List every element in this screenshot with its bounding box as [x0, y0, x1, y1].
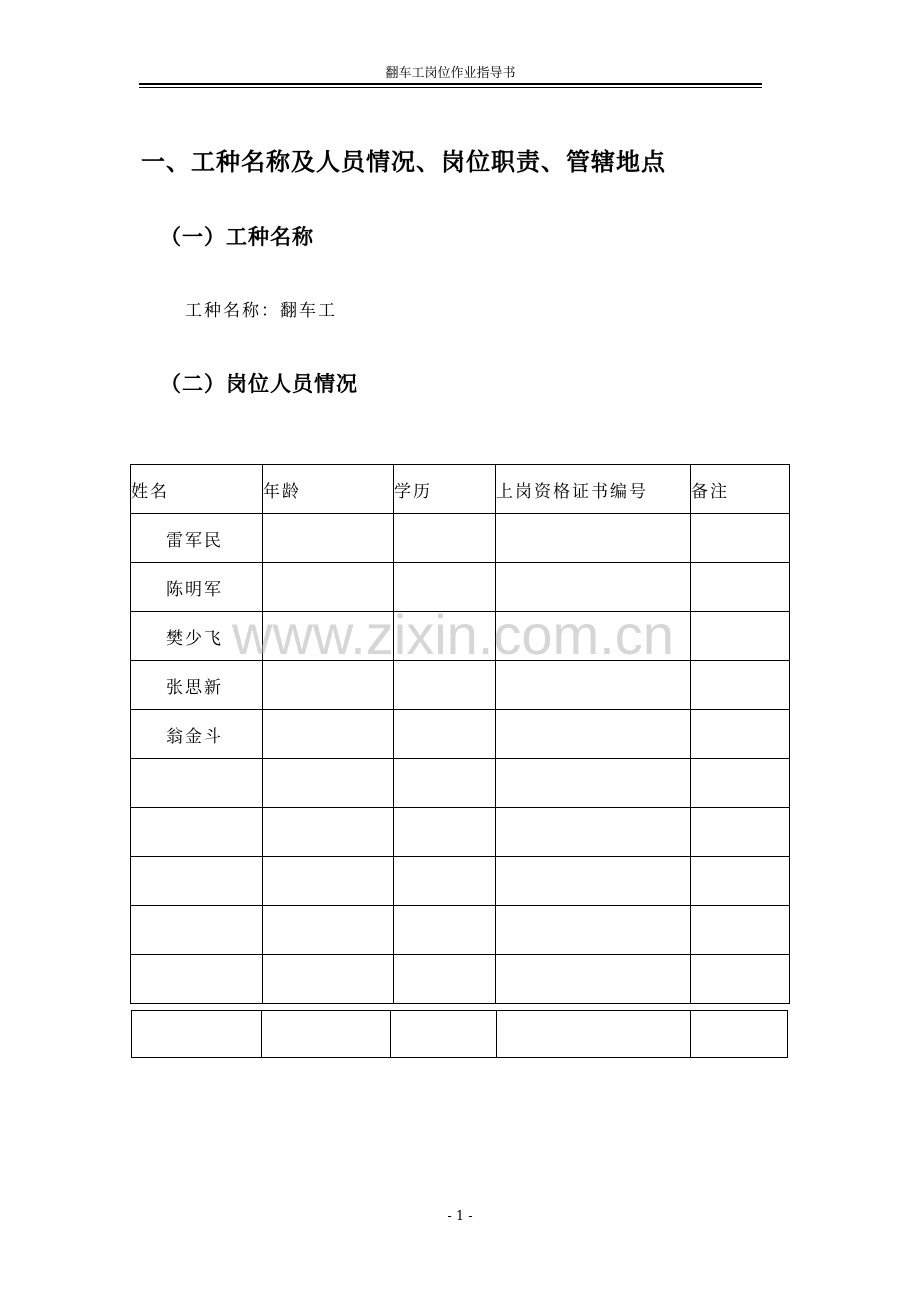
table-header-row [131, 465, 790, 514]
table-divider [690, 1011, 691, 1057]
table-cell-name: 陈明军 [131, 563, 263, 612]
table-cell-note [691, 759, 790, 808]
table-cell-age [263, 759, 394, 808]
table-cell-name: 张思新 [131, 661, 263, 710]
table-cell-age [263, 612, 394, 661]
column-header-age: 年龄 [263, 465, 394, 514]
table-cell-age [263, 514, 394, 563]
table-cell-certificate [496, 612, 691, 661]
table-divider [390, 1011, 391, 1057]
table-cell-age [263, 710, 394, 759]
table-cell-certificate [496, 563, 691, 612]
table-cell-age [263, 955, 394, 1004]
table-cell-note [691, 710, 790, 759]
subheading-staff: （二）岗位人员情况 [160, 372, 358, 396]
table-row [131, 955, 790, 1004]
table-cell-certificate [496, 906, 691, 955]
header-rule [139, 83, 762, 85]
table-row [131, 808, 790, 857]
table-cell-education [394, 906, 496, 955]
table-row [131, 906, 790, 955]
table-cell-age [263, 563, 394, 612]
table-cell-certificate [496, 710, 691, 759]
table-row [131, 661, 790, 710]
table-cell-name: 翁金斗 [131, 710, 263, 759]
staff-table [130, 464, 790, 1004]
table-cell-age [263, 906, 394, 955]
table-cell-education [394, 563, 496, 612]
column-header-name: 姓名 [131, 465, 263, 514]
table-cell-note [691, 955, 790, 1004]
column-header-certificate: 上岗资格证书编号 [496, 465, 691, 514]
table-cell-note [691, 857, 790, 906]
table-cell-note [691, 906, 790, 955]
running-header: 翻车工岗位作业指导书 [385, 66, 516, 81]
table-divider [496, 1011, 497, 1057]
header-rule-thin [139, 87, 762, 88]
table-cell-certificate [496, 955, 691, 1004]
table-divider [261, 1011, 262, 1057]
table-cell-education [394, 955, 496, 1004]
table-cell-education [394, 710, 496, 759]
subheading-job-name: （一）工种名称 [160, 225, 314, 249]
table-cell-certificate [496, 661, 691, 710]
table-cell-certificate [496, 514, 691, 563]
table-cell-certificate [496, 808, 691, 857]
page-number: - 1 - [447, 1209, 473, 1224]
table-cell-education [394, 808, 496, 857]
table-cell-certificate [496, 857, 691, 906]
table-row [131, 857, 790, 906]
section-title: 一、工种名称及人员情况、岗位职责、管辖地点 [141, 148, 666, 176]
table-cell-age [263, 808, 394, 857]
table-cell-name [131, 759, 263, 808]
watermark: www.zixin.com.cn [232, 603, 674, 666]
table-cell-name: 雷军民 [131, 514, 263, 563]
table-cell-certificate [496, 759, 691, 808]
table-cell-name: 樊少飞 [131, 612, 263, 661]
column-header-education: 学历 [394, 465, 496, 514]
table-cell-name [131, 808, 263, 857]
table-row [131, 563, 790, 612]
table-cell-note [691, 661, 790, 710]
table-row [131, 710, 790, 759]
table-cell-education [394, 612, 496, 661]
table-row [131, 612, 790, 661]
table-cell-note [691, 514, 790, 563]
table-cell-name [131, 955, 263, 1004]
table-cell-age [263, 661, 394, 710]
table-row [131, 514, 790, 563]
staff-table-body [131, 514, 790, 1004]
table-extra-row [131, 1010, 788, 1058]
table-cell-note [691, 612, 790, 661]
table-cell-age [263, 857, 394, 906]
table-cell-education [394, 661, 496, 710]
table-cell-note [691, 563, 790, 612]
table-cell-education [394, 514, 496, 563]
table-row [131, 759, 790, 808]
table-cell-name [131, 857, 263, 906]
table-cell-education [394, 857, 496, 906]
table-cell-education [394, 759, 496, 808]
table-cell-note [691, 808, 790, 857]
job-name-text: 工种名称：翻车工 [185, 301, 337, 321]
table-cell-name [131, 906, 263, 955]
column-header-note: 备注 [691, 465, 790, 514]
